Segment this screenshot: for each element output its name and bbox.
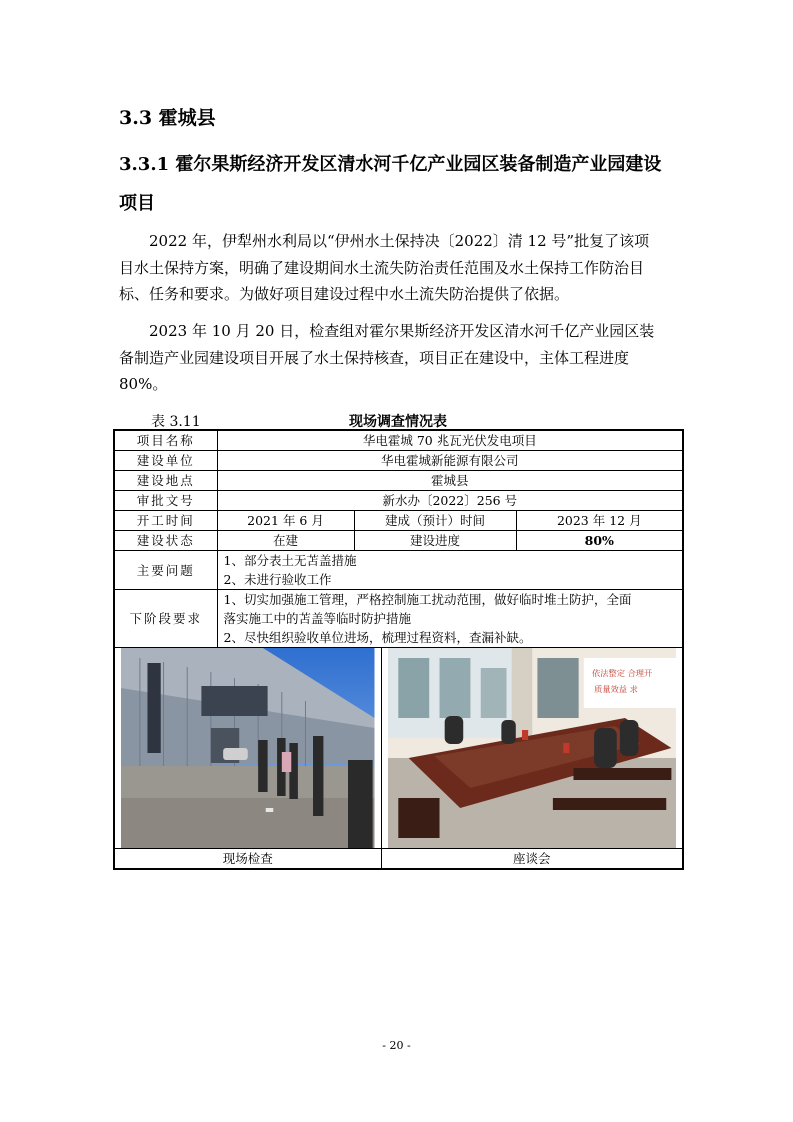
location-value: 霍城县 [217, 471, 683, 491]
approval-value: 新水办〔2022〕256 号 [217, 491, 683, 511]
issue-item: 1、部分表土无苫盖措施 [223, 553, 357, 568]
photo2-caption: 座谈会 [381, 849, 683, 870]
banner-text-top: 依法整定 合理开 [591, 668, 652, 678]
project-name-label: 项目名称 [114, 430, 217, 451]
table-row [114, 471, 683, 491]
approval-label: 审批文号 [114, 491, 217, 511]
builder-value: 华电霍城新能源有限公司 [217, 451, 683, 471]
para-line: 备制造产业园建设项目开展了水土保持核查，项目正在建设中，主体工程进度 [119, 348, 630, 367]
photo1-caption: 现场检查 [114, 849, 381, 870]
progress-value: 80% [516, 531, 683, 551]
next-item: 落实施工中的苫盖等临时防护措施 [223, 611, 412, 626]
table-number: 表 3.11 [151, 414, 201, 430]
location-label: 建设地点 [114, 471, 217, 491]
table-row [114, 491, 683, 511]
section-heading: 3.3 霍城县 [119, 107, 216, 129]
subsection-heading: 3.3.1 霍尔果斯经济开发区清水河千亿产业园区装备制造产业园建设 [119, 154, 662, 175]
para-line: 2022 年，伊犁州水利局以“伊州水土保持决〔2022〕清 12 号”批复了该项 [149, 232, 650, 250]
table-row [114, 849, 683, 870]
status-label: 建设状态 [114, 531, 217, 551]
para-line: 2023 年 10 月 20 日，检查组对霍尔果斯经济开发区清水河千亿产业园区装 [149, 322, 655, 340]
photo-cell [114, 648, 381, 849]
photo-cell [381, 648, 683, 849]
table-row [114, 511, 683, 531]
para-line: 标、任务和要求。为做好项目建设过程中水土流失防治提供了依据。 [119, 285, 570, 303]
table-row [114, 430, 683, 451]
table-row [114, 451, 683, 471]
subsection-heading-cont: 项目 [119, 193, 155, 214]
table-caption [113, 411, 683, 429]
completion-value: 2023 年 12 月 [516, 511, 683, 531]
table-title: 现场调查情况表 [349, 414, 447, 430]
status-value: 在建 [217, 531, 354, 551]
page-number: - 20 - [382, 1039, 411, 1052]
meeting-photo [388, 648, 677, 848]
issues-value [217, 551, 683, 590]
table-row [114, 590, 683, 648]
paragraph-inspection [119, 318, 681, 398]
next-item: 2、尽快组织验收单位进场，梳理过程资料，查漏补缺。 [223, 630, 532, 645]
site-inspection-photo [121, 648, 375, 848]
banner-text-bottom: 质量效益 求 [593, 684, 638, 694]
issue-item: 2、未进行验收工作 [223, 572, 332, 587]
issues-label: 主要问题 [114, 551, 217, 590]
builder-label: 建设单位 [114, 451, 217, 471]
next-item: 1、切实加强施工管理，严格控制施工扰动范围，做好临时堆土防护，全面 [223, 592, 632, 607]
completion-label: 建成（预计）时间 [354, 511, 516, 531]
start-label: 开工时间 [114, 511, 217, 531]
table-row-photos [114, 648, 683, 849]
start-value: 2021 年 6 月 [217, 511, 354, 531]
para-line: 目水土保持方案，明确了建设期间水土流失防治责任范围及水土保持工作防治目 [119, 258, 645, 277]
survey-table [113, 429, 684, 870]
next-label: 下阶段要求 [114, 590, 217, 648]
progress-label: 建设进度 [354, 531, 516, 551]
table-row [114, 551, 683, 590]
para-line: 80%。 [119, 375, 168, 393]
project-name-value: 华电霍城 70 兆瓦光伏发电项目 [217, 430, 683, 451]
next-value [217, 590, 683, 648]
table-row [114, 531, 683, 551]
paragraph-approval [119, 228, 681, 308]
